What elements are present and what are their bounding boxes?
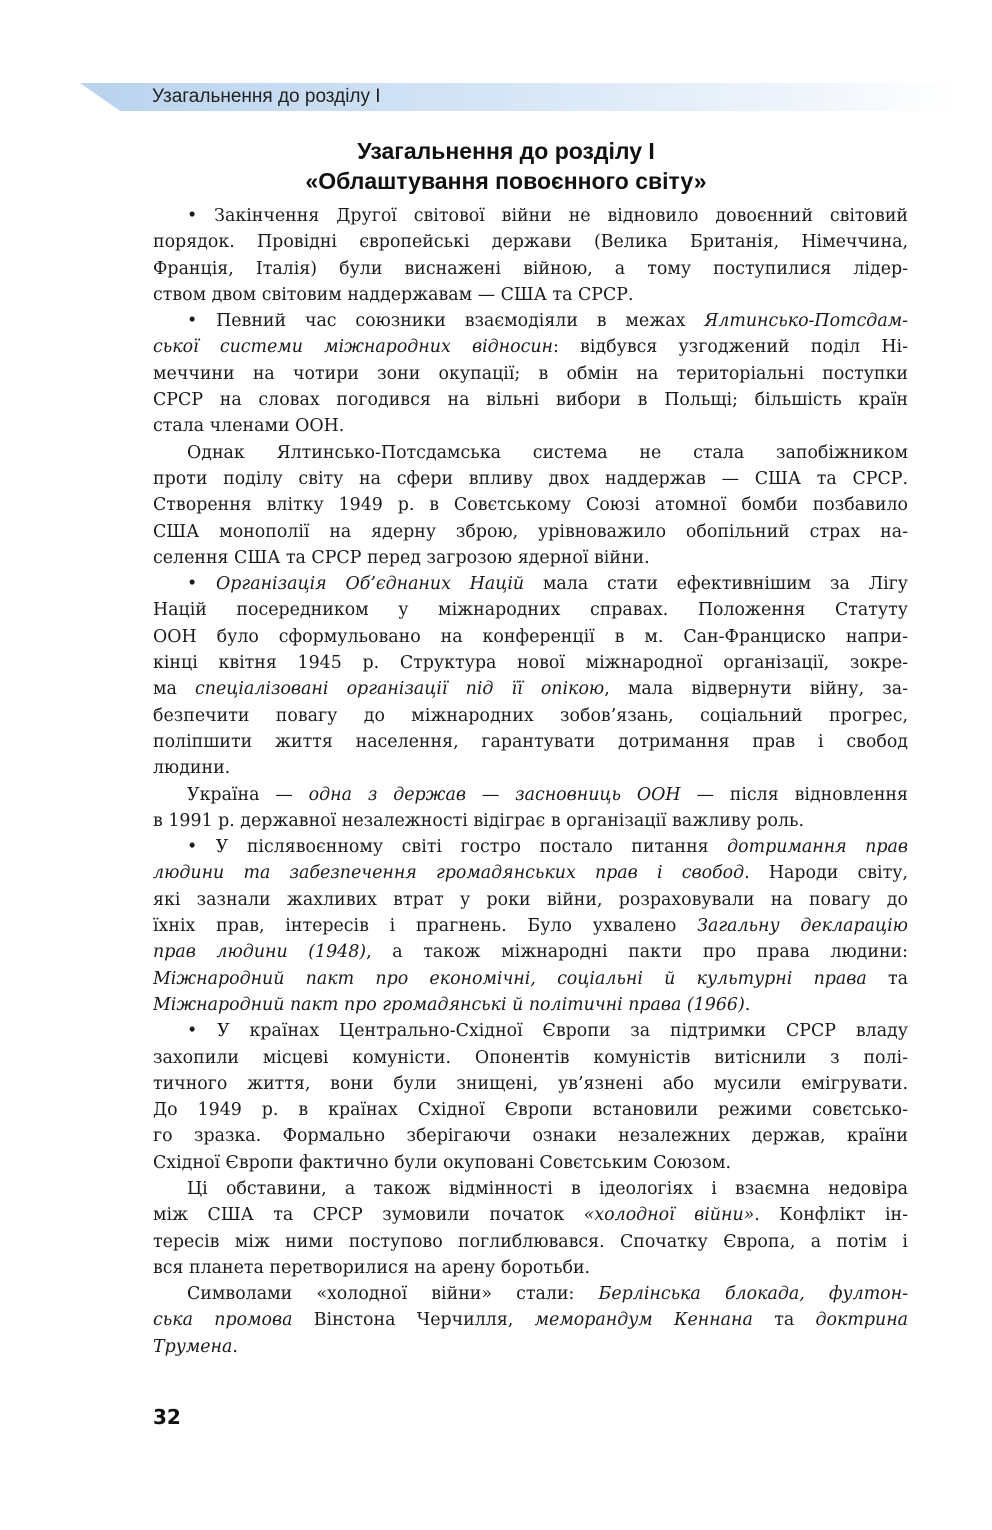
italic-text: Берлінська блокада, фултон- bbox=[598, 1284, 908, 1305]
text-run: , а також міжнародні пакти про права людини: bbox=[366, 942, 908, 963]
text-line bbox=[153, 1307, 908, 1333]
text-line bbox=[153, 440, 908, 466]
text-line bbox=[153, 1255, 908, 1281]
text-line bbox=[153, 387, 908, 413]
italic-text: Міжнародний пакт про економічні, соціальні й культурні права bbox=[153, 968, 867, 989]
text-run: США монополії на ядерну зброю, урівноважило обопільний страх на- bbox=[153, 521, 908, 542]
text-line bbox=[153, 1097, 908, 1123]
text-line bbox=[153, 361, 908, 387]
text-line bbox=[153, 229, 908, 255]
text-line bbox=[153, 308, 908, 334]
text-run: кінці квітня 1945 р. Структура нової міжнародної організації, зокре- bbox=[153, 653, 908, 674]
text-run: • bbox=[187, 574, 217, 595]
text-run: . Народи світу, bbox=[744, 863, 908, 884]
text-line bbox=[153, 1150, 908, 1176]
text-run: вся планета перетворилися на арену боротьби. bbox=[153, 1257, 591, 1278]
text-line bbox=[153, 334, 908, 360]
text-run: Націй посередником у міжнародних справах. Положення Статуту bbox=[153, 600, 908, 621]
text-line bbox=[153, 282, 908, 308]
text-run: проти поділу світу на сфери впливу двох наддержав — США та СРСР. bbox=[153, 468, 908, 489]
text-line bbox=[153, 887, 908, 913]
text-run: . bbox=[232, 1336, 238, 1357]
italic-text: Організація Об’єднаних Націй bbox=[216, 574, 525, 595]
text-line bbox=[153, 1281, 908, 1307]
text-run: • У країнах Центрально-Східної Європи за підтримки СРСР владу bbox=[187, 1021, 908, 1042]
text-run: меччини на чотири зони окупації; в обмін на територіальні поступки bbox=[153, 363, 908, 384]
text-line bbox=[153, 729, 908, 755]
text-run: тересів між ними поступово поглиблювався. Спочатку Європа, а потім і bbox=[153, 1231, 908, 1252]
text-line bbox=[153, 624, 908, 650]
text-run: го зразка. Формально зберігаючи ознаки незалежних держав, країни bbox=[153, 1126, 908, 1147]
text-run: Однак Ялтинсько-Потсдамська система не стала запобіжником bbox=[187, 442, 908, 463]
text-run: Україна — bbox=[187, 784, 309, 805]
text-line bbox=[153, 966, 908, 992]
text-run: Вінстона Черчилля, bbox=[292, 1310, 535, 1331]
italic-text: Загальну декларацію bbox=[697, 916, 908, 937]
text-run: які зазнали жахливих втрат у роки війни, розраховували на повагу до bbox=[153, 889, 908, 910]
text-line bbox=[153, 1176, 908, 1202]
text-line bbox=[153, 413, 908, 439]
italic-text: Трумена bbox=[153, 1336, 233, 1357]
italic-text: ської системи міжнародних відносин bbox=[153, 337, 553, 358]
text-line bbox=[153, 676, 908, 702]
text-run: тичного життя, вони були знищені, ув’язнені або мусили емігрувати. bbox=[153, 1073, 908, 1094]
italic-text: спеціалізовані організації під її опікою bbox=[195, 679, 605, 700]
text-line bbox=[153, 913, 908, 939]
text-run: СРСР на словах погодився на вільні вибори в Польщі; більшість країн bbox=[153, 390, 908, 411]
text-run: • Закінчення Другої світової війни не відновило довоєнний світовий bbox=[187, 206, 908, 226]
italic-text: «холодної війни» bbox=[583, 1205, 755, 1226]
text-run: між США та СРСР зумовили початок bbox=[153, 1205, 584, 1226]
text-run: Франція, Італія) були виснажені війною, а тому поступилися лідер- bbox=[153, 258, 908, 279]
text-line bbox=[153, 939, 908, 965]
text-run: в 1991 р. державної незалежності відіграє в організації важливу роль. bbox=[153, 810, 805, 831]
text-run: ма bbox=[153, 679, 196, 700]
text-run: Символами «холодної війни» стали: bbox=[187, 1284, 599, 1305]
text-line bbox=[153, 571, 908, 597]
text-run: порядок. Провідні європейські держави (Велика Британія, Німеччина, bbox=[153, 232, 908, 253]
text-run: — після відновлення bbox=[680, 784, 908, 805]
text-run: Створення влітку 1949 р. в Совєтському Союзі атомної бомби позбавило bbox=[153, 495, 908, 516]
text-line bbox=[153, 545, 908, 571]
text-run: , мала відвернути війну, за- bbox=[604, 679, 908, 700]
text-run: поліпшити життя населення, гарантувати дотримання прав і свобод bbox=[153, 731, 908, 752]
text-line bbox=[153, 755, 908, 781]
text-run: та bbox=[752, 1310, 816, 1331]
italic-text: ська промова bbox=[153, 1310, 293, 1331]
text-run: • У післявоєнному світі гостро постало питання bbox=[187, 837, 728, 858]
text-run: Східної Європи фактично були окуповані Совєтським Союзом. bbox=[153, 1152, 732, 1173]
text-run: . Конфлікт ін- bbox=[754, 1205, 908, 1226]
text-line bbox=[153, 1071, 908, 1097]
text-run: . bbox=[744, 994, 751, 1015]
text-run: їхніх прав, інтересів і прагнень. Було ухвалено bbox=[153, 916, 698, 937]
italic-text: меморандум Кеннана bbox=[534, 1310, 753, 1331]
italic-text: одна з держав — засновниць ООН bbox=[308, 784, 681, 805]
body-text bbox=[153, 203, 908, 1360]
italic-text: Ялтинсько-Потсдам- bbox=[704, 311, 908, 332]
text-run: людини. bbox=[153, 758, 231, 779]
text-line bbox=[153, 1202, 908, 1228]
text-run: безпечити повагу до міжнародних зобов’язань, соціальний прогрес, bbox=[153, 705, 908, 726]
text-run: захопили місцеві комуністи. Опонентів комуністів витіснили з полі- bbox=[153, 1047, 908, 1068]
italic-text: доктрина bbox=[815, 1310, 908, 1331]
text-line bbox=[153, 256, 908, 282]
text-run: : відбувся узгоджений поділ Ні- bbox=[553, 337, 908, 358]
text-line bbox=[153, 492, 908, 518]
text-line bbox=[153, 650, 908, 676]
text-run: До 1949 р. в країнах Східної Європи встановили режими совєтсько- bbox=[153, 1100, 908, 1121]
text-run: ством двом світовим наддержавам — США та СРСР. bbox=[153, 284, 634, 305]
text-run: ООН було сформульовано на конференції в м. Сан-Франциско напри- bbox=[153, 626, 908, 647]
page-number: 32 bbox=[153, 1405, 181, 1429]
text-run: мала стати ефективнішим за Лігу bbox=[524, 574, 908, 595]
italic-text: дотримання прав bbox=[727, 837, 908, 858]
text-run: Ці обставини, а також відмінності в ідеологіях і взаємна недовіра bbox=[187, 1178, 908, 1199]
text-run: • Певний час союзники взаємодіяли в межах bbox=[187, 311, 705, 332]
text-line bbox=[153, 860, 908, 886]
text-line bbox=[153, 992, 908, 1018]
text-line bbox=[153, 1123, 908, 1149]
text-line bbox=[153, 519, 908, 545]
text-line bbox=[153, 466, 908, 492]
text-line bbox=[153, 1045, 908, 1071]
text-run: селення США та СРСР перед загрозою ядерної війни. bbox=[153, 547, 650, 568]
text-line bbox=[153, 597, 908, 623]
text-line bbox=[153, 703, 908, 729]
text-line bbox=[153, 1334, 908, 1360]
text-line bbox=[153, 203, 908, 229]
text-line bbox=[153, 1229, 908, 1255]
section-title bbox=[150, 136, 862, 196]
text-run: стала членами ООН. bbox=[153, 416, 345, 437]
text-line bbox=[153, 808, 908, 834]
text-run: та bbox=[866, 968, 908, 989]
italic-text: Міжнародний пакт про громадянські й політичні права (1966) bbox=[153, 994, 745, 1015]
italic-text: людини та забезпечення громадянських прав і свобод bbox=[153, 863, 745, 884]
italic-text: прав людини (1948) bbox=[153, 942, 367, 963]
text-line bbox=[153, 782, 908, 808]
title-line-2: «Облаштування повоєнного світу» bbox=[305, 168, 707, 194]
title-line-1: Узагальнення до розділу I bbox=[357, 138, 655, 164]
text-line bbox=[153, 1018, 908, 1044]
running-header: Узагальнення до розділу I bbox=[152, 86, 381, 107]
text-line bbox=[153, 834, 908, 860]
